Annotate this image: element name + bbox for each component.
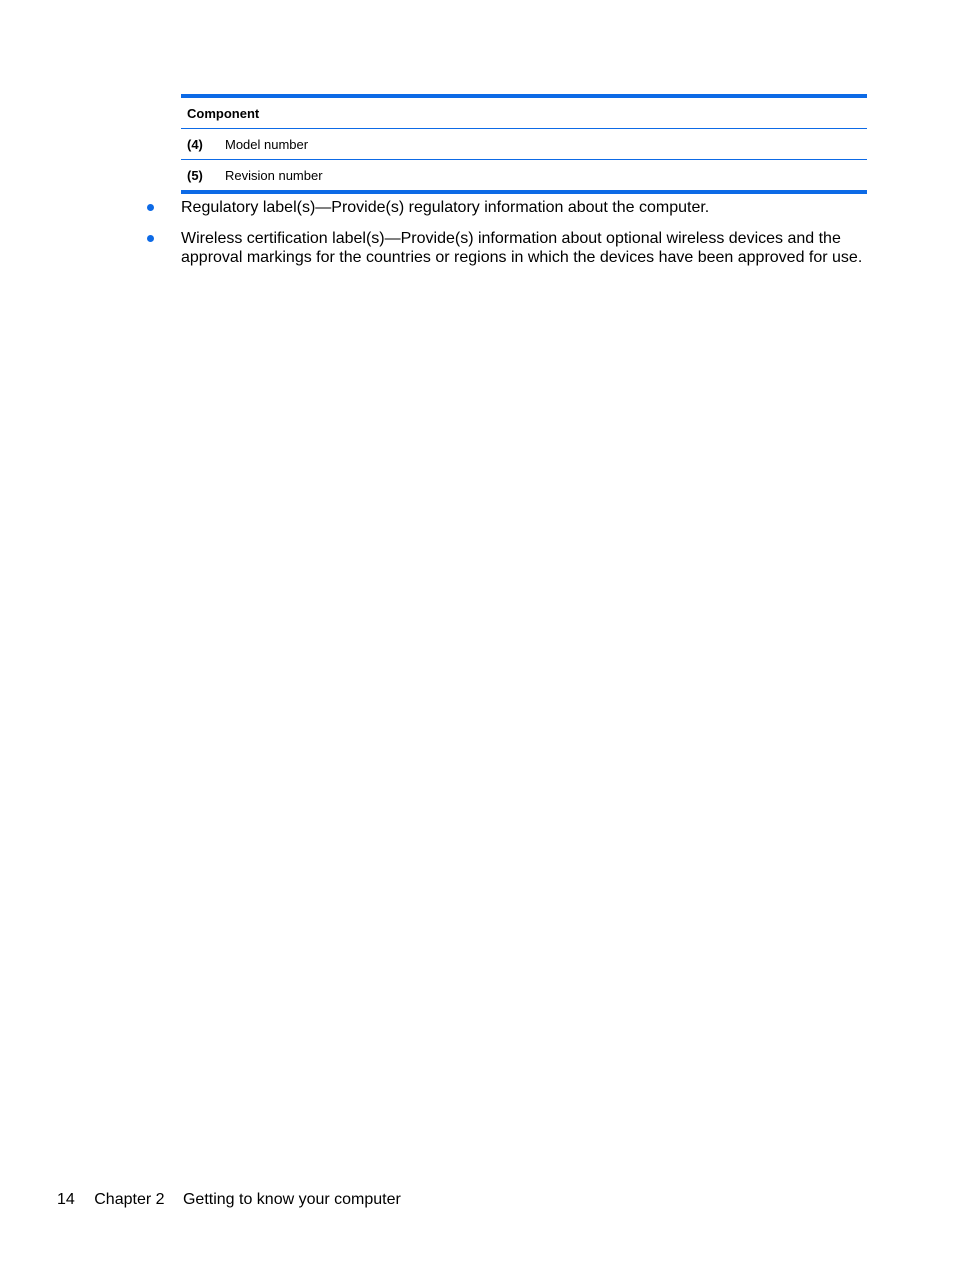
component-description: Model number [225,136,309,152]
table-row [181,129,867,159]
component-description: Revision number [225,167,323,183]
table-row [181,159,867,190]
bullet-text: Regulatory label(s)—Provide(s) regulatory information about the computer. [181,199,710,216]
list-item [145,198,875,217]
bullet-icon [147,204,154,211]
component-table [181,94,867,194]
page-footer [57,1191,416,1209]
chapter-label: Chapter 2 [94,1191,165,1208]
component-number: (5) [187,167,203,183]
bullet-icon [147,235,154,242]
component-number: (4) [187,136,203,152]
bullet-list [145,198,875,267]
list-item [145,229,875,267]
page-number: 14 [57,1191,75,1208]
component-table-header [181,98,867,129]
bullet-text: Wireless certification label(s)—Provide(s) information about optional wireless devices and the approval markings for the countries or regions in which the devices have been approved for use. [181,230,863,266]
component-header-label: Component [187,105,260,121]
chapter-title: Getting to know your computer [182,1191,401,1208]
